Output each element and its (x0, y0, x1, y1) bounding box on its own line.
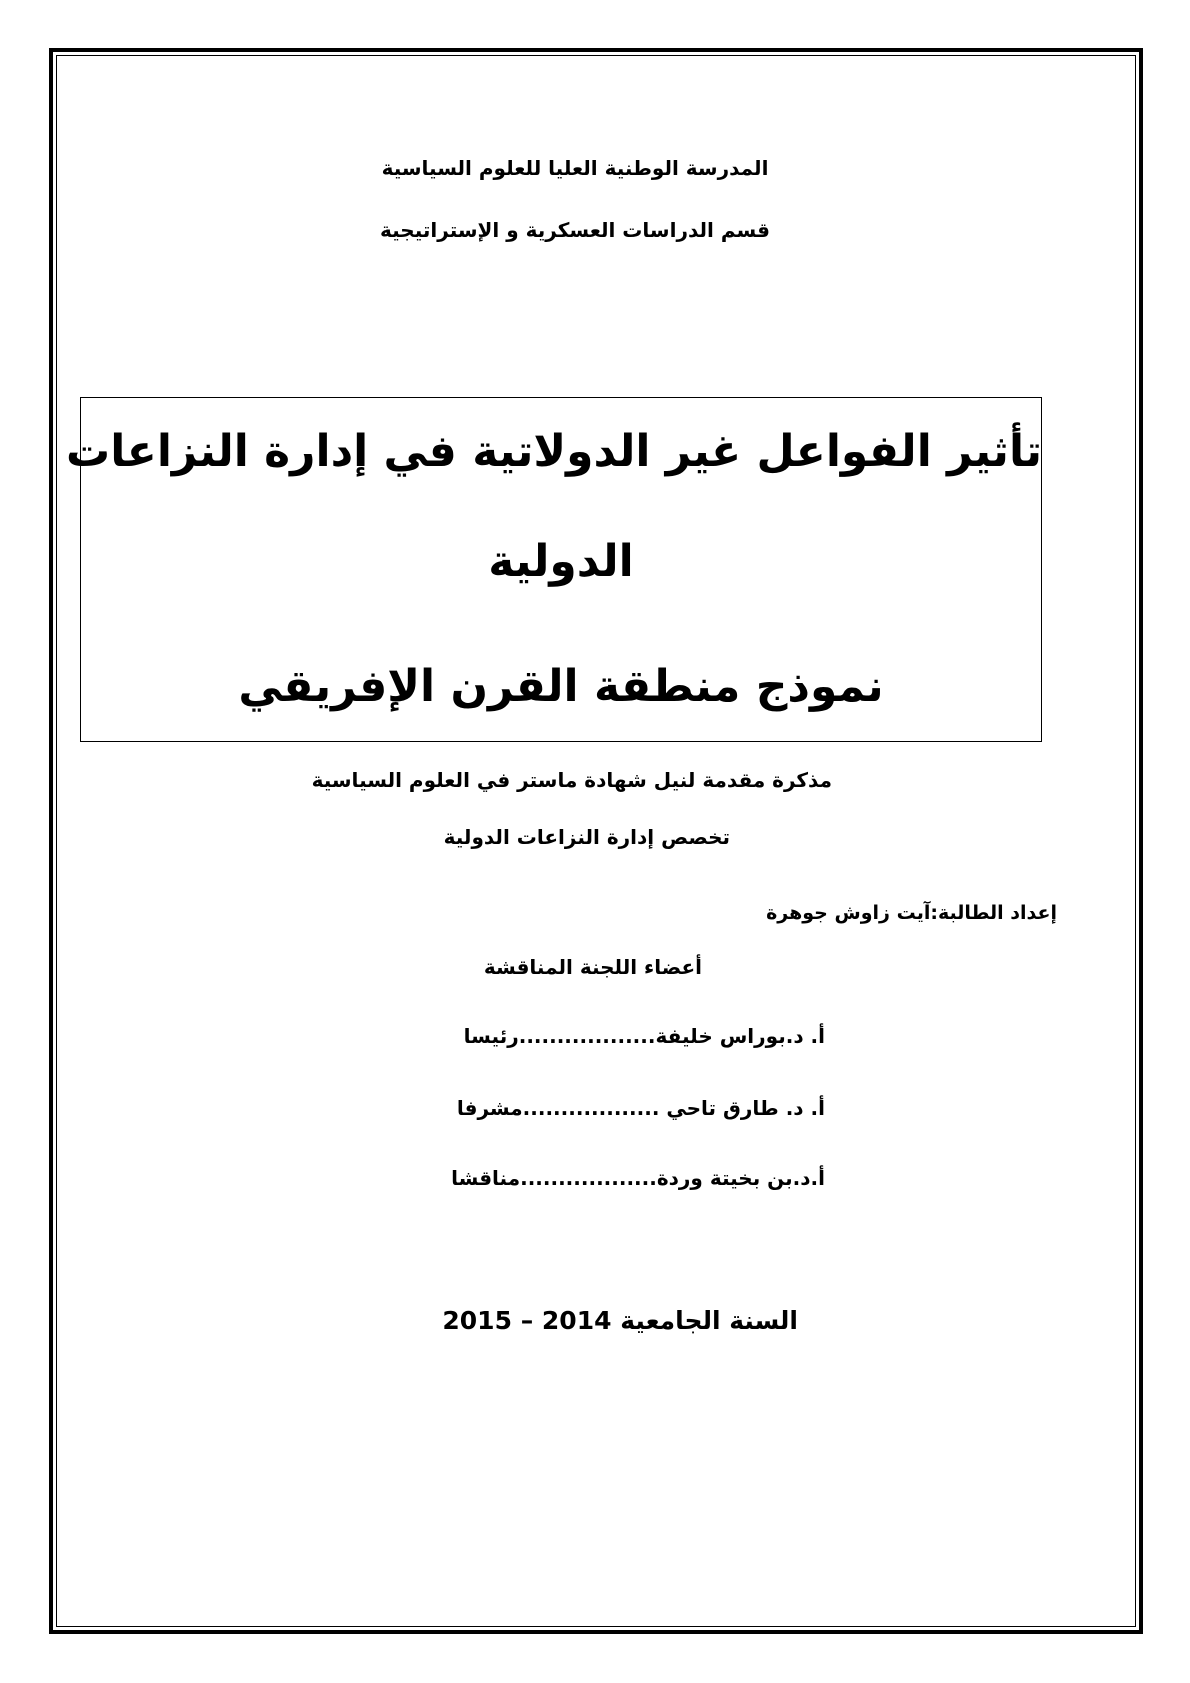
thesis-title-line-1: تأثير الفواعل غير الدولاتية في إدارة النزاعات (66, 426, 1042, 477)
thesis-subtitle: نموذج منطقة القرن الإفريقي (238, 661, 884, 712)
school-name: المدرسة الوطنية العليا للعلوم السياسية (381, 156, 769, 180)
academic-year: السنة الجامعية 2014 – 2015 (442, 1306, 798, 1335)
committee-heading: أعضاء اللجنة المناقشة (483, 955, 702, 979)
student-name: إعداد الطالبة:آيت زاوش جوهرة (766, 902, 1057, 924)
department-name: قسم الدراسات العسكرية و الإستراتيجية (380, 218, 770, 242)
committee-member-chair: أ. د.بوراس خليفة..................رئيسا (463, 1024, 825, 1048)
committee-member-examiner: أ.د.بن بخيتة وردة..................مناقشا (451, 1166, 825, 1190)
thesis-purpose: مذكرة مقدمة لنيل شهادة ماستر في العلوم السياسية (311, 768, 832, 792)
committee-member-supervisor: أ. د. طارق تاحي ..................مشرفا (456, 1096, 825, 1120)
specialization: تخصص إدارة النزاعات الدولية (443, 825, 730, 849)
thesis-title-line-2: الدولية (488, 536, 634, 587)
